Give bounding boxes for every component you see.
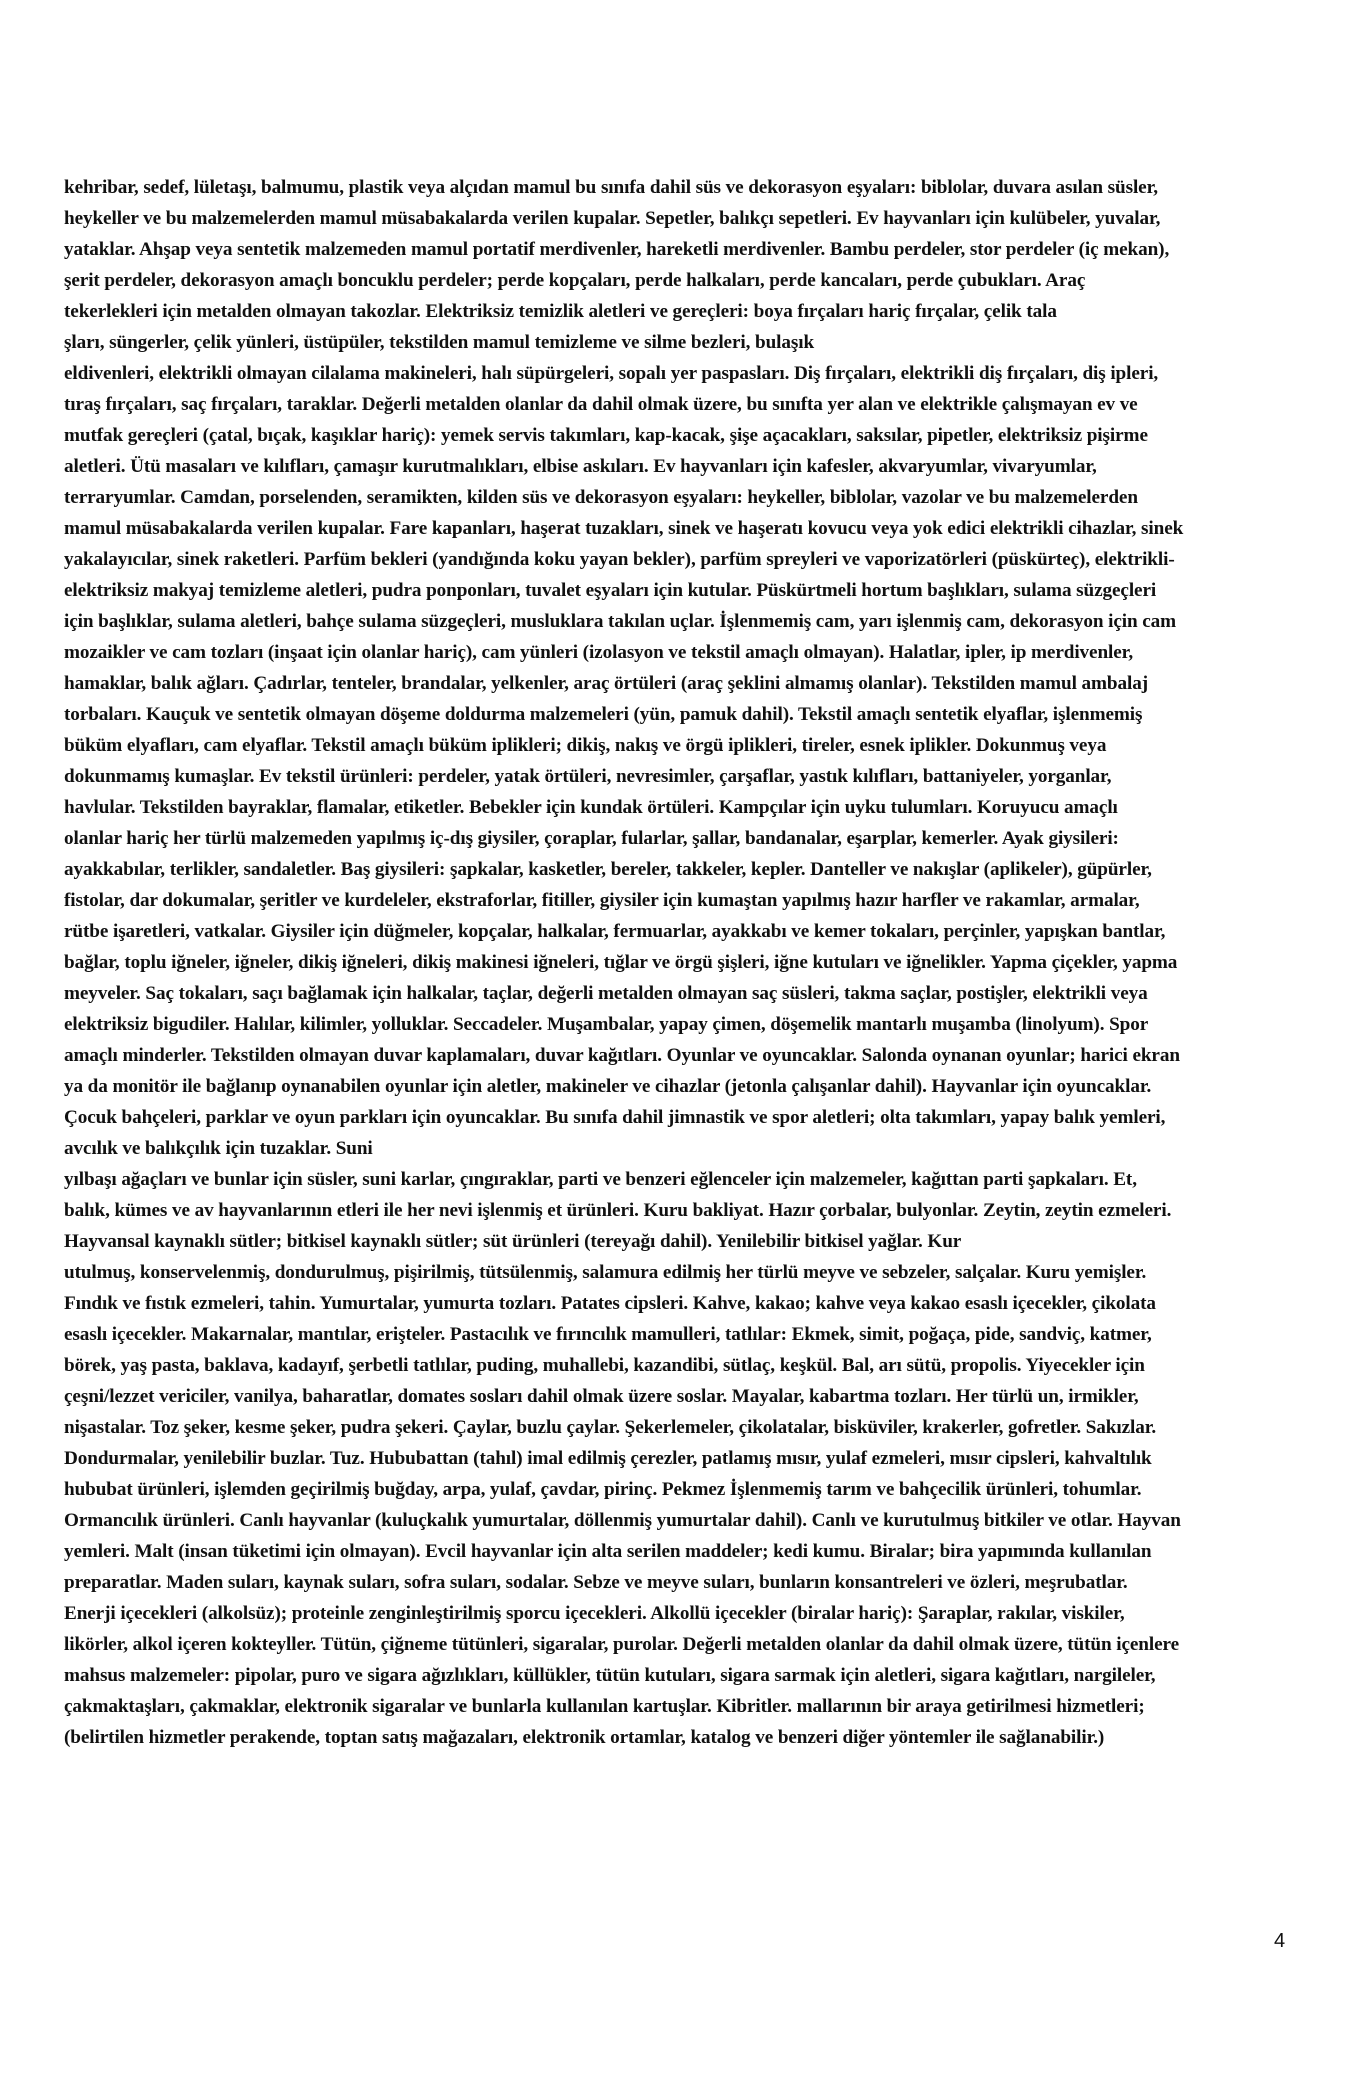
text-line: esaslı içecekler. Makarnalar, mantılar, erişteler. Pastacılık ve fırıncılık mamulleri, tatlılar: Ekmek, simit, poğaça, pide, sandviç, katmer, <box>64 1324 1152 1345</box>
text-line: Ormancılık ürünleri. Canlı hayvanlar (kuluçkalık yumurtalar, döllenmiş yumurtalar dahil). Canlı ve kurutulmuş bitkiler ve otlar. Hayvan <box>64 1510 1181 1531</box>
text-line: amaçlı minderler. Tekstilden olmayan duvar kaplamaları, duvar kağıtları. Oyunlar ve oyuncaklar. Salonda oynanan oyunlar; harici ekran <box>64 1045 1180 1066</box>
text-line: çeşni/lezzet vericiler, vanilya, baharatlar, domates sosları dahil olmak üzere soslar. Mayalar, kabartma tozları. Her türlü un, irmikler, <box>64 1386 1139 1407</box>
text-line: utulmuş, konservelenmiş, dondurulmuş, pişirilmiş, tütsülenmiş, salamura edilmiş her türlü meyve ve sebzeler, salçalar. Kuru yemişler. <box>64 1262 1147 1283</box>
text-line: yılbaşı ağaçları ve bunlar için süsler, suni karlar, çıngıraklar, parti ve benzeri eğlenceler için malzemeler, kağıttan parti şapkaları. Et, <box>64 1169 1137 1190</box>
text-line: mutfak gereçleri (çatal, bıçak, kaşıklar hariç): yemek servis takımları, kap-kacak, şişe açacakları, saksılar, pipetler, elektriksiz pişirme <box>64 425 1148 446</box>
text-line: için başlıklar, sulama aletleri, bahçe sulama süzgeçleri, musluklara takılan uçlar. İşlenmemiş cam, yarı işlenmiş cam, dekorasyon için cam <box>64 611 1177 632</box>
text-line: büküm elyafları, cam elyaflar. Tekstil amaçlı büküm iplikleri; dikiş, nakış ve örgü iplikleri, tireler, esnek iplikler. Dokunmuş veya <box>64 735 1107 756</box>
text-line: şları, süngerler, çelik yünleri, üstüpüler, tekstilden mamul temizleme ve silme bezleri, bulaşık <box>64 332 815 353</box>
text-line: tekerlekleri için metalden olmayan takozlar. Elektriksiz temizlik aletleri ve gereçleri: boya fırçaları hariç fırçalar, çelik tala <box>64 301 1057 322</box>
text-line: ayakkabılar, terlikler, sandaletler. Baş giysileri: şapkalar, kasketler, bereler, takkeler, kepler. Danteller ve nakışlar (aplikeler), güpürler, <box>64 859 1152 880</box>
page-number: 4 <box>1274 1930 1286 1952</box>
text-line: nişastalar. Toz şeker, kesme şeker, pudra şekeri. Çaylar, buzlu çaylar. Şekerlemeler, çikolatalar, bisküviler, krakerler, gofretler. Sakızlar. <box>64 1417 1157 1438</box>
text-line: mozaikler ve cam tozları (inşaat için olanlar hariç), cam yünleri (izolasyon ve tekstil amaçlı olmayan). Halatlar, ipler, ip merdivenler, <box>64 642 1134 663</box>
text-line: preparatlar. Maden suları, kaynak suları, sofra suları, sodalar. Sebze ve meyve suları, bunların konsantreleri ve özleri, meşrubatlar. <box>64 1572 1128 1593</box>
text-line: dokunmamış kumaşlar. Ev tekstil ürünleri: perdeler, yatak örtüleri, nevresimler, çarşaflar, yastık kılıfları, battaniyeler, yorganlar, <box>64 766 1112 787</box>
text-line: Hayvansal kaynaklı sütler; bitkisel kaynaklı sütler; süt ürünleri (tereyağı dahil). Yenilebilir bitkisel yağlar. Kur <box>64 1231 962 1252</box>
text-line: Enerji içecekleri (alkolsüz); proteinle zenginleştirilmiş sporcu içecekleri. Alkollü içecekler (biralar hariç): Şaraplar, rakılar, viskiler, <box>64 1603 1125 1624</box>
text-line: kehribar, sedef, lületaşı, balmumu, plastik veya alçıdan mamul bu sınıfa dahil süs ve dekorasyon eşyaları: biblolar, duvara asılan süsler, <box>64 177 1158 198</box>
text-line: aletleri. Ütü masaları ve kılıfları, çamaşır kurutmalıkları, elbise askıları. Ev hayvanları için kafesler, akvaryumlar, vivaryumlar, <box>64 456 1097 477</box>
text-line: hububat ürünleri, işlemden geçirilmiş buğday, arpa, yulaf, çavdar, pirinç. Pekmez İşlenmemiş tarım ve bahçecilik ürünleri, tohumlar. <box>64 1479 1142 1500</box>
text-line: çakmaktaşları, çakmaklar, elektronik sigaralar ve bunlarla kullanılan kartuşlar. Kibritler. mallarının bir araya getirilmesi hizmetleri; <box>64 1696 1145 1717</box>
text-line: balık, kümes ve av hayvanlarının etleri ile her nevi işlenmiş et ürünleri. Kuru bakliyat. Hazır çorbalar, bulyonlar. Zeytin, zeytin ezmeleri. <box>64 1200 1172 1221</box>
text-line: Fındık ve fıstık ezmeleri, tahin. Yumurtalar, yumurta tozları. Patates cipsleri. Kahve, kakao; kahve veya kakao esaslı içecekler, çikolata <box>64 1293 1156 1314</box>
body-text <box>64 172 1304 1753</box>
text-line: elektriksiz makyaj temizleme aletleri, pudra ponponları, tuvalet eşyaları için kutular. Püskürtmeli hortum başlıkları, sulama süzgeçleri <box>64 580 1157 601</box>
text-line: tıraş fırçaları, saç fırçaları, taraklar. Değerli metalden olanlar da dahil olmak üzere, bu sınıfta yer alan ve elektrikle çalışmayan ev ve <box>64 394 1138 415</box>
text-line: Çocuk bahçeleri, parklar ve oyun parkları için oyuncaklar. Bu sınıfa dahil jimnastik ve spor aletleri; olta takımları, yapay balık yemleri, <box>64 1107 1166 1128</box>
text-line: elektriksiz bigudiler. Halılar, kilimler, yolluklar. Seccadeler. Muşambalar, yapay çimen, döşemelik mantarlı muşamba (linolyum). Spor <box>64 1014 1149 1035</box>
text-line: (belirtilen hizmetler perakende, toptan satış mağazaları, elektronik ortamlar, katalog ve benzeri diğer yöntemler ile sağlanabilir.) <box>64 1727 1105 1748</box>
text-line: yemleri. Malt (insan tüketimi için olmayan). Evcil hayvanlar için alta serilen maddeler; kedi kumu. Biralar; bira yapımında kullanılan <box>64 1541 1152 1562</box>
text-line: likörler, alkol içeren kokteyller. Tütün, çiğneme tütünleri, sigaralar, purolar. Değerli metalden olanlar da dahil olmak üzere, tütün içenlere <box>64 1634 1180 1655</box>
text-line: börek, yaş pasta, baklava, kadayıf, şerbetli tatlılar, puding, muhallebi, kazandibi, sütlaç, keşkül. Bal, arı sütü, propolis. Yiyecekler için <box>64 1355 1145 1376</box>
text-line: eldivenleri, elektrikli olmayan cilalama makineleri, halı süpürgeleri, sopalı yer paspasları. Diş fırçaları, elektrikli diş fırçaları, diş ipleri, <box>64 363 1159 384</box>
text-line: bağlar, toplu iğneler, iğneler, dikiş iğneleri, dikiş makinesi iğneleri, tığlar ve örgü şişleri, iğne kutuları ve iğnelikler. Yapma çiçekler, yapma <box>64 952 1178 973</box>
text-line: torbaları. Kauçuk ve sentetik olmayan döşeme doldurma malzemeleri (yün, pamuk dahil). Tekstil amaçlı sentetik elyaflar, işlenmemiş <box>64 704 1143 725</box>
text-line: rütbe işaretleri, vatkalar. Giysiler için düğmeler, kopçalar, halkalar, fermuarlar, ayakkabı ve kemer tokaları, perçinler, yapışkan bantlar, <box>64 921 1166 942</box>
text-line: yakalayıcılar, sinek raketleri. Parfüm bekleri (yandığında koku yayan bekler), parfüm spreyleri ve vaporizatörleri (püskürteç), elektrikli- <box>64 549 1175 570</box>
text-line: yataklar. Ahşap veya sentetik malzemeden mamul portatif merdivenler, hareketli merdivenler. Bambu perdeler, stor perdeler (iç mekan), <box>64 239 1170 260</box>
text-line: olanlar hariç her türlü malzemeden yapılmış iç-dış giysiler, çoraplar, fularlar, şallar, bandanalar, eşarplar, kemerler. Ayak giysileri: <box>64 828 1119 849</box>
text-line: Dondurmalar, yenilebilir buzlar. Tuz. Hububattan (tahıl) imal edilmiş çerezler, patlamış mısır, yulaf ezmeleri, mısır cipsleri, kahvaltılık <box>64 1448 1152 1469</box>
text-line: hamaklar, balık ağları. Çadırlar, tenteler, brandalar, yelkenler, araç örtüleri (araç şeklini almamış olanlar). Tekstilden mamul ambalaj <box>64 673 1148 694</box>
text-line: mamul müsabakalarda verilen kupalar. Fare kapanları, haşerat tuzakları, sinek ve haşeratı kovucu veya yok edici elektrikli cihazlar, sinek <box>64 518 1184 539</box>
text-line: şerit perdeler, dekorasyon amaçlı boncuklu perdeler; perde kopçaları, perde halkaları, perde kancaları, perde çubukları. Araç <box>64 270 1086 291</box>
text-line: terraryumlar. Camdan, porselenden, seramikten, kilden süs ve dekorasyon eşyaları: heykeller, biblolar, vazolar ve bu malzemelerden <box>64 487 1138 508</box>
text-line: avcılık ve balıkçılık için tuzaklar. Suni <box>64 1138 373 1159</box>
text-line: fistolar, dar dokumalar, şeritler ve kurdeleler, ekstraforlar, fitiller, giysiler için kumaştan yapılmış hazır harfler ve rakamlar, armalar, <box>64 890 1140 911</box>
text-line: meyveler. Saç tokaları, saçı bağlamak için halkalar, taçlar, değerli metalden olmayan saç süsleri, takma saçlar, postişler, elektrikli veya <box>64 983 1148 1004</box>
text-line: ya da monitör ile bağlanıp oynanabilen oyunlar için aletler, makineler ve cihazlar (jetonla çalışanlar dahil). Hayvanlar için oyuncaklar. <box>64 1076 1152 1097</box>
text-line: mahsus malzemeler: pipolar, puro ve sigara ağızlıkları, küllükler, tütün kutuları, sigara sarmak için aletleri, sigara kağıtları, nargileler, <box>64 1665 1156 1686</box>
text-line: havlular. Tekstilden bayraklar, flamalar, etiketler. Bebekler için kundak örtüleri. Kampçılar için uyku tulumları. Koruyucu amaçlı <box>64 797 1118 818</box>
text-line: heykeller ve bu malzemelerden mamul müsabakalarda verilen kupalar. Sepetler, balıkçı sepetleri. Ev hayvanları için kulübeler, yuvalar, <box>64 208 1161 229</box>
